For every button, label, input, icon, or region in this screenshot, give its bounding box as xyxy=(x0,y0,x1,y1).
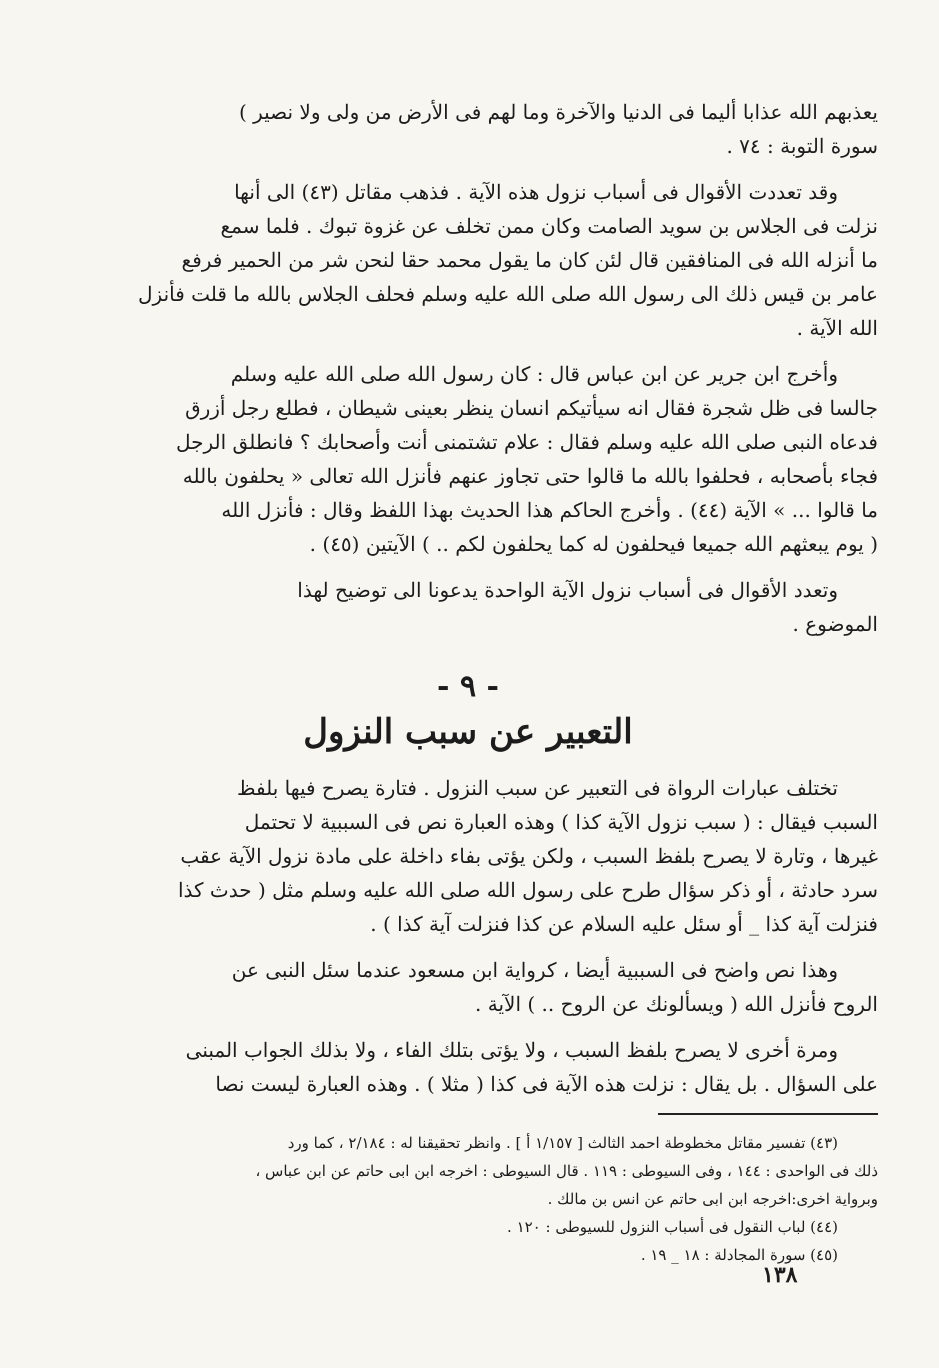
text-line: الله الآية . xyxy=(796,316,878,340)
text-line: تختلف عبارات الرواة فى التعبير عن سبب النزول . فتارة يصرح فيها بلفظ xyxy=(236,776,838,800)
paragraph-ibn-jarir xyxy=(58,357,878,561)
text-line: نزلت فى الجلاس بن سويد الصامت وكان ممن تخلف عن غزوة تبوك . فلما سمع xyxy=(220,214,878,238)
page-body xyxy=(58,95,878,1269)
text-line: غيرها ، وتارة لا يصرح بلفظ السبب ، ولكن يؤتى بفاء داخلة على مادة نزول الآية عقب xyxy=(180,844,878,868)
footnote-line: (٤٣) تفسير مقاتل مخطوطة احمد الثالث [ ١/١٥٧ أ ] . وانظر تحقيقنا له : ٢/١٨٤ ، كما ورد xyxy=(287,1134,838,1152)
text-line: على السؤال . بل يقال : نزلت هذه الآية فى كذا ( مثلا ) . وهذه العبارة ليست نصا xyxy=(215,1072,878,1096)
text-line: ما قالوا ... » الآية (٤٤) . وأخرج الحاكم هذا الحديث بهذا اللفظ وقال : فأنزل الله xyxy=(221,498,878,522)
footnote-divider xyxy=(658,1113,878,1115)
text-line: سرد حادثة ، أو ذكر سؤال طرح على رسول الله صلى الله عليه وسلم مثل ( حدث كذا xyxy=(178,878,878,902)
text-line: ( يوم يبعثهم الله جميعا فيحلفون له كما يحلفون لكم .. ) الآيتين (٤٥) . xyxy=(309,532,878,556)
paragraph-muqatil xyxy=(58,175,878,345)
text-line: وهذا نص واضح فى السببية أيضا ، كرواية ابن مسعود عندما سئل النبى عن xyxy=(231,958,838,982)
page-number: ١٣٨ xyxy=(762,1262,798,1288)
text-line: وقد تعددت الأقوال فى أسباب نزول هذه الآية . فذهب مقاتل (٤٣) الى أنها xyxy=(234,180,838,204)
paragraph-multiple-opinions xyxy=(58,573,878,641)
text-line: وتعدد الأقوال فى أسباب نزول الآية الواحدة يدعونا الى توضيح لهذا xyxy=(297,578,838,602)
paragraph-another-case xyxy=(58,1033,878,1101)
text-line: ما أنزله الله فى المنافقين قال لئن كان ما يقول محمد حقا لنحن شر من الحمير فرفع xyxy=(181,248,878,272)
footnotes xyxy=(58,1129,878,1269)
text-line: الروح فأنزل الله ( ويسألونك عن الروح .. ) الآية . xyxy=(475,992,878,1016)
text-line: فدعاه النبى صلى الله عليه وسلم فقال : علام تشتمنى أنت وأصحابك ؟ فانطلق الرجل xyxy=(175,430,878,454)
paragraph-ibn-masud xyxy=(58,953,878,1021)
paragraph-quran-verse xyxy=(58,95,878,163)
footnote-line: (٤٥) سورة المجادلة : ١٨ _ ١٩ . xyxy=(640,1246,838,1264)
section-title: التعبير عن سبب النزول xyxy=(303,712,633,752)
footnote-line: (٤٤) لباب النقول فى أسباب النزول للسيوطى : ١٢٠ . xyxy=(507,1218,838,1236)
paragraph-narrator-expressions xyxy=(58,771,878,941)
text-line: فنزلت آية كذا _ أو سئل عليه السلام عن كذا فنزلت آية كذا ) . xyxy=(370,912,878,936)
text-line: يعذبهم الله عذابا أليما فى الدنيا والآخرة وما لهم فى الأرض من ولى ولا نصير ) xyxy=(238,100,878,124)
section-number: - ٩ - xyxy=(437,669,499,704)
text-line: جالسا فى ظل شجرة فقال انه سيأتيكم انسان ينظر بعينى شيطان ، فطلع رجل أزرق xyxy=(185,396,878,420)
footnote-line: وبرواية اخرى:اخرجه ابن ابى حاتم عن انس بن مالك . xyxy=(547,1190,878,1208)
text-line: فجاء بأصحابه ، فحلفوا بالله ما قالوا حتى تجاوز عنهم فأنزل الله تعالى « يحلفون بالله xyxy=(182,464,878,488)
text-line: ومرة أخرى لا يصرح بلفظ السبب ، ولا يؤتى بتلك الفاء ، ولا بذلك الجواب المبنى xyxy=(185,1038,838,1062)
text-line: عامر بن قيس ذلك الى رسول الله صلى الله عليه وسلم فحلف الجلاس بالله ما قلت فأنزل xyxy=(138,282,878,306)
text-line: سورة التوبة : ٧٤ . xyxy=(726,134,878,158)
text-line: السبب فيقال : ( سبب نزول الآية كذا ) وهذه العبارة نص فى السببية لا تحتمل xyxy=(244,810,878,834)
text-line: وأخرج ابن جرير عن ابن عباس قال : كان رسول الله صلى الله عليه وسلم xyxy=(230,362,838,386)
text-line: الموضوع . xyxy=(792,612,878,636)
footnote-line: ذلك فى الواحدى : ١٤٤ ، وفى السيوطى : ١١٩ . قال السيوطى : اخرجه ابن ابى حاتم عن ابن عباس ، xyxy=(255,1162,878,1180)
